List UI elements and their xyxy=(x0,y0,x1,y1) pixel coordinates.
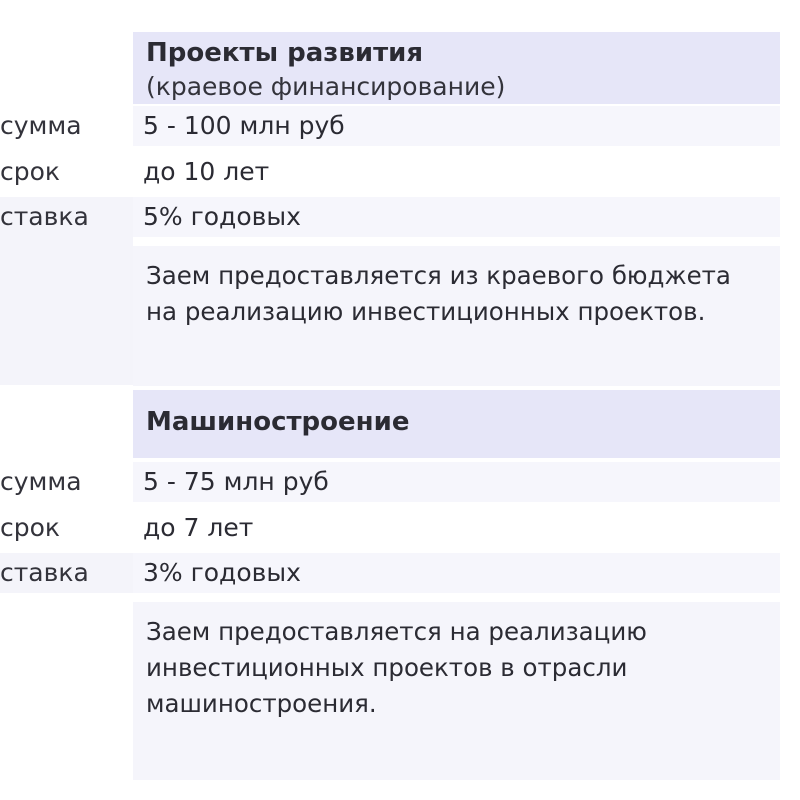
section-1-header xyxy=(133,32,780,104)
section-1-subtitle: (краевое финансирование) xyxy=(146,72,506,101)
row-value xyxy=(133,152,780,192)
label-column-fill xyxy=(0,237,133,385)
row-value xyxy=(133,197,780,237)
row-value-text: до 10 лет xyxy=(143,157,270,186)
row-value-text: до 7 лет xyxy=(143,513,254,542)
section-1-title: Проекты развития xyxy=(146,38,424,68)
section-1-row-amount xyxy=(0,106,780,146)
row-value xyxy=(133,462,780,502)
section-1-description-box xyxy=(133,246,780,386)
row-value xyxy=(133,553,780,593)
row-value xyxy=(133,508,780,548)
section-2-row-rate xyxy=(0,553,780,593)
row-value-text: 5 - 100 млн руб xyxy=(143,111,345,140)
section-1-row-rate xyxy=(0,197,780,237)
section-1-row-term xyxy=(0,152,780,192)
row-label: ставка xyxy=(0,197,133,237)
section-2-row-term xyxy=(0,508,780,548)
row-label: срок xyxy=(0,157,61,186)
row-value xyxy=(133,106,780,146)
row-label: срок xyxy=(0,513,61,542)
section-2-row-amount xyxy=(0,462,780,502)
row-label: сумма xyxy=(0,111,82,140)
row-value-text: 5 - 75 млн руб xyxy=(143,467,329,496)
row-value-text: 3% годовых xyxy=(143,558,301,587)
row-label: сумма xyxy=(0,467,82,496)
row-value-text: 5% годовых xyxy=(143,202,301,231)
section-2-title: Машиностроение xyxy=(146,407,410,437)
section-2-header xyxy=(133,390,780,458)
section-1-description: Заем предоставляется из краевого бюджета на реализацию инвестиционных проектов. xyxy=(146,261,731,326)
section-2-description-box xyxy=(133,602,780,780)
section-2-description: Заем предоставляется на реализацию инвестиционных проектов в отрасли машиностроения. xyxy=(146,617,647,718)
row-label: ставка xyxy=(0,553,133,593)
